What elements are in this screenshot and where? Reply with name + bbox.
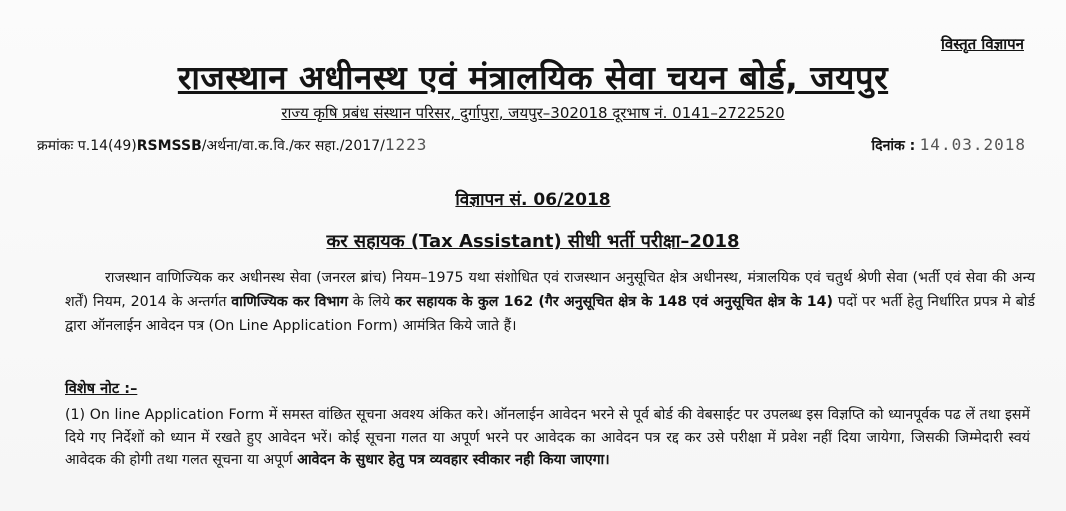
reference-file-number: प.14(49)	[77, 138, 137, 154]
intro-part3: पदों पर भर्ती हेतु निर्धारित प्रपत्र मे बोर्ड द्वारा ऑनलाईन आवेदन पत्र (On Line Application Form) आमंत्रित किये जाते हैं।	[65, 294, 1036, 334]
reference-row	[37, 135, 1026, 157]
advertisement-number: विज्ञापन सं. 06/2018	[455, 190, 611, 210]
reference-date	[872, 135, 1026, 155]
board-address: राज्य कृषि प्रबंध संस्थान परिसर, दुर्गापुरा, जयपुर–302018 दूरभाष नं. 0141–2722520	[281, 104, 785, 122]
intro-paragraph	[65, 266, 1035, 338]
reference-path: /अर्थना/वा.क.वि./कर सहा./2017/	[201, 138, 385, 154]
special-note-heading: विशेष नोट :–	[65, 381, 138, 397]
date-label: दिनांक :	[871, 138, 916, 154]
note-item1-bold-end: आवेदन के सुधार हेतु पत्र व्यवहार स्वीकार नही किया जाएगा।	[297, 452, 610, 468]
intro-part1: राजस्थान वाणिज्यिक कर अधीनस्थ सेवा (जनरल ब्रांच) नियम–1975 यथा संशोधित एवं राजस्थान अनुसूचित क्षेत्र अधीनस्थ, मंत्रालयिक एवं चतुर्थ श्रेणी सेवा (भर्ती एवं सेवा की अन्य शर्तें) नियम, 2014 के अन्तर्गत	[65, 270, 1035, 310]
detailed-advertisement-label: विस्तृत विज्ञापन	[941, 35, 1024, 53]
special-note-item-1	[65, 404, 1030, 472]
exam-title: कर सहायक (Tax Assistant) सीधी भर्ती परीक्षा–2018	[326, 231, 740, 252]
intro-department: वाणिज्यिक कर विभाग	[231, 294, 348, 310]
reference-number	[37, 135, 427, 155]
handwritten-date: 14.03.2018	[919, 135, 1026, 154]
handwritten-dispatch-number: 1223	[384, 135, 428, 154]
intro-post-count: कर सहायक के कुल 162 (गैर अनुसूचित क्षेत्र के 148 एवं अनुसूचित क्षेत्र के 14)	[394, 294, 834, 310]
intro-part2: के लिये	[352, 294, 390, 310]
note-item1-prefix: (1) On line Application Form	[65, 407, 265, 423]
reference-label: क्रमांकः	[37, 138, 74, 154]
intro-text	[65, 266, 1035, 338]
reference-board-code: RSMSSB	[136, 138, 202, 154]
board-name-heading: राजस्थान अधीनस्थ एवं मंत्रालयिक सेवा चयन बोर्ड, जयपुर	[177, 58, 889, 97]
note-item1-text: में समस्त वांछित सूचना अवश्य अंकित करे। ऑनलाईन आवेदन भरने से पूर्व बोर्ड की वेबसाईट पर उपलब्ध इस विज्ञप्ति को ध्यानपूर्वक पढ लें तथा इसमें दिये गए निर्देशों को ध्यान में रखते हुए आवेदन भरें। कोई सूचना गलत या अपूर्ण भरने पर आवेदक का आवेदन पत्र रद्द कर उसे परीक्षा में प्रवेश नहीं दिया जायेगा, जिसकी जिम्मेदारी स्वयं आवेदक की होगी तथा गलत सूचना या अपूर्ण	[65, 407, 1030, 468]
